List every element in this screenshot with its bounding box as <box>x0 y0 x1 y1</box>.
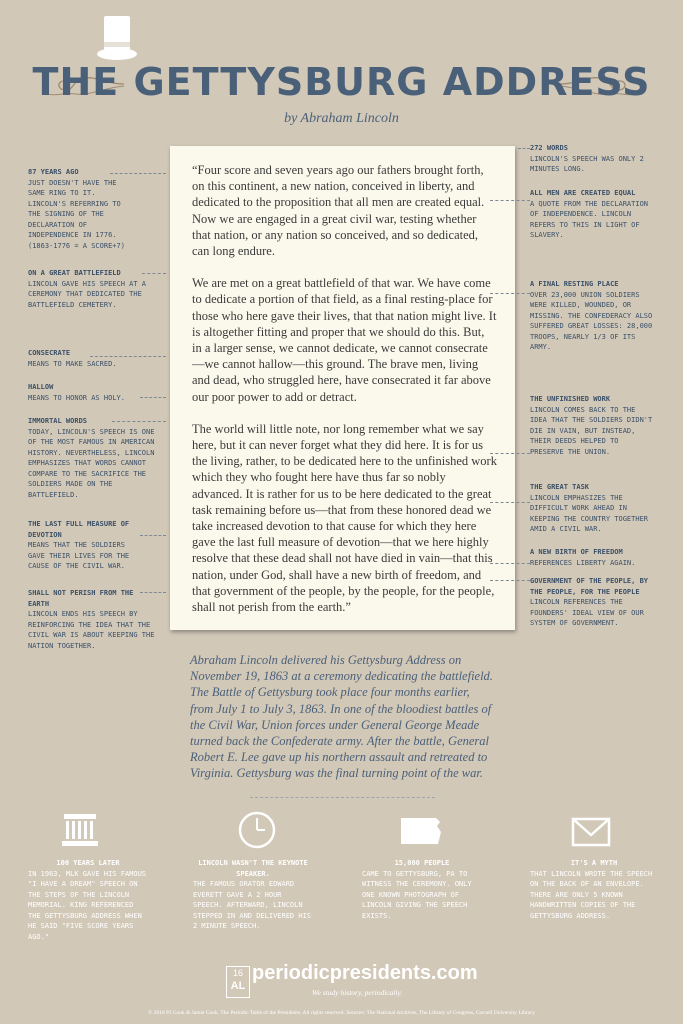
pennsylvania-icon <box>398 812 444 852</box>
right-note <box>530 143 655 175</box>
leader-line <box>112 421 166 422</box>
note-heading: A FINAL RESTING PLACE <box>530 280 619 288</box>
byline: by Abraham Lincoln <box>284 111 399 126</box>
note-text: JUST DOESN'T HAVE THE SAME RING TO IT. LINCOLN'S REFERRING TO THE SIGNING OF THE DECLARATION OF INDEPENDENCE IN 1776. (1863-1776 = A SCORE+7) <box>28 178 125 250</box>
note-text: MEANS TO HONOR AS HOLY. <box>28 393 125 402</box>
right-note <box>530 547 660 568</box>
note-heading: ALL MEN ARE CREATED EQUAL <box>530 189 636 197</box>
note-heading: IMMORTAL WORDS <box>28 417 88 425</box>
speech-paragraph: We are met on a great battlefield of that war. We have come to dedicate a portion of that field, as a final resting-place for those who here gave their lives, that that nation might live. It is altogether fitting and proper that we should do this. But, in a larger sense, we cannot dedicate, we cannot consecrate—we cannot hallow—this ground. The brave men, living and dead, who struggled here, have consecrated it far above our poor power to add or detract. <box>192 276 497 404</box>
left-note <box>28 588 158 651</box>
leader-line <box>490 580 530 581</box>
right-note <box>530 482 655 535</box>
clock-icon <box>237 810 277 850</box>
fact-card <box>530 858 658 921</box>
fact-card <box>193 858 313 932</box>
element-number: 16 <box>232 968 243 978</box>
right-note <box>530 394 655 457</box>
leader-line <box>140 397 166 398</box>
leader-line <box>140 592 166 593</box>
note-text: LINCOLN GAVE HIS SPEECH AT A CEREMONY THAT DEDICATED THE BATTLEFIELD CEMETERY. <box>28 279 147 309</box>
left-note <box>28 268 153 310</box>
left-note <box>28 382 153 403</box>
fact-heading: LINCOLN WASN'T THE KEYNOTE SPEAKER. <box>198 859 308 878</box>
note-text: TODAY, LINCOLN'S SPEECH IS ONE OF THE MOST FAMOUS IN AMERICAN HISTORY. NEVERTHELESS, LINCOLN EMPHASIZES THAT WORDS CANNOT COMPARE TO THE SACRIFICE THE SOLDIERS MADE ON THE BATTLEFIELD. <box>28 427 155 499</box>
leader-line <box>490 502 530 503</box>
note-heading: 272 WORDS <box>530 144 568 152</box>
fact-text: THAT LINCOLN WROTE THE SPEECH ON THE BACK OF AN ENVELOPE. THERE ARE ONLY 5 KNOWN HANDWRITTEN COPIES OF THE GETTYSBURG ADDRESS. <box>530 869 653 920</box>
right-note <box>530 576 655 629</box>
left-note <box>28 416 156 500</box>
summary-paragraph: Abraham Lincoln delivered his Gettysburg Address on November 19, 1863 at a ceremony dedicating the battlefield. The Battle of Gettysburg took place four months earlier, from July 1 to July 3, 1863. In one of the bloodiest battles of the Civil War, Union forces under General George Meade turned back the Confederate army. After the battle, General Robert E. Lee gave up his northern assault and retreated to Virginia. Gettysburg was the final turning point of the war. <box>190 653 493 781</box>
divider <box>250 797 435 798</box>
note-text: REFERENCES LIBERTY AGAIN. <box>530 558 636 567</box>
fact-card <box>362 858 482 921</box>
fact-heading: IT'S A MYTH <box>570 859 618 867</box>
note-text: MEANS TO MAKE SACRED. <box>28 359 117 368</box>
note-heading: THE LAST FULL MEASURE OF DEVOTION <box>28 520 130 539</box>
note-text: LINCOLN'S SPEECH WAS ONLY 2 MINUTES LONG. <box>530 154 644 173</box>
fact-heading: 15,000 PEOPLE <box>394 859 450 867</box>
tagline: We study history, periodically. <box>312 988 403 997</box>
note-heading: THE UNFINISHED WORK <box>530 395 611 403</box>
envelope-icon <box>571 812 611 852</box>
note-heading: SHALL NOT PERISH FROM THE EARTH <box>28 589 134 608</box>
note-text: LINCOLN EMPHASIZES THE DIFFICULT WORK AHEAD IN KEEPING THE COUNTRY TOGETHER AMID A CIVIL WAR. <box>530 493 649 533</box>
left-note <box>28 167 128 251</box>
note-text: LINCOLN COMES BACK TO THE IDEA THAT THE SOLDIERS DIDN'T DIE IN VAIN, BUT INSTEAD, THEIR DEEDS HELPED TO PRESERVE THE UNION. <box>530 405 653 456</box>
fact-heading: 100 YEARS LATER <box>56 859 120 867</box>
note-text: LINCOLN REFERENCES THE FOUNDERS' IDEAL VIEW OF OUR SYSTEM OF GOVERNMENT. <box>530 598 644 627</box>
fact-text: IN 1963, MLK GAVE HIS FAMOUS "I HAVE A DREAM" SPEECH ON THE STEPS OF THE LINCOLN MEMORIAL. KING REFERENCED THE GETTYSBURG ADDRESS WHEN HE SAID "FIVE SCORE YEARS AGO." <box>28 869 147 941</box>
note-heading: CONSECRATE <box>28 349 71 357</box>
speech-paragraph: The world will little note, nor long remember what we say here, but it can never forget what they did here. It is for us the living, rather, to be dedicated here to the unfinished work which they who fought here have thus far so nobly advanced. It is rather for us to be here dedicated to the great task remaining before us—that from these honored dead we take increased devotion to that cause for which they here gave the last full measure of devotion—that we here highly resolve that these dead shall not have died in vain—that this nation, under God, shall have a new birth of freedom, and that government of the people, by the people, for the people, shall not perish from the earth.” <box>192 421 497 615</box>
leader-line <box>490 563 530 564</box>
speech-paragraph: “Four score and seven years ago our fathers brought forth, on this continent, a new nation, conceived in liberty, and dedicated to the proposition that all men are created equal. Now we are engaged in a great civil war, testing whether that nation, or any nation so conceived, and so dedicated, can long endure. <box>192 163 485 259</box>
site-name: periodicpresidents.com <box>252 962 478 984</box>
fact-text: CAME TO GETTYSBURG, PA TO WITNESS THE CEREMONY. ONLY ONE KNOWN PHOTOGRAPH OF LINCOLN GIVING THE SPEECH EXISTS. <box>362 869 472 920</box>
note-heading: ON A GREAT BATTLEFIELD <box>28 269 121 277</box>
fact-card <box>28 858 148 942</box>
note-text: OVER 23,000 UNION SOLDIERS WERE KILLED, WOUNDED, OR MISSING. THE CONFEDERACY ALSO SUFFERED GREAT LOSSES: 28,000 TROOPS, NEARLY 1/3 OF ITS ARMY. <box>530 290 653 351</box>
leader-line <box>140 535 166 536</box>
left-note <box>28 519 143 572</box>
note-text: LINCOLN ENDS HIS SPEECH BY REINFORCING THE IDEA THAT THE CIVIL WAR IS ABOUT KEEPING THE NATION TOGETHER. <box>28 610 155 650</box>
note-heading: A NEW BIRTH OF FREEDOM <box>530 548 623 556</box>
memorial-icon <box>60 810 100 850</box>
fact-text: THE FAMOUS ORATOR EDWARD EVERETT GAVE A 2 HOUR SPEECH. AFTERWARD, LINCOLN STEPPED IN AND DELIVERED HIS 2 MINUTE SPEECH. <box>193 880 312 930</box>
leader-line <box>90 356 166 357</box>
note-heading: GOVERNMENT OF THE PEOPLE, BY THE PEOPLE, FOR THE PEOPLE <box>530 577 649 596</box>
element-symbol: AL <box>230 980 246 992</box>
leader-line <box>490 200 530 201</box>
note-heading: 87 YEARS AGO <box>28 168 79 176</box>
speech-text <box>192 162 497 631</box>
leader-line <box>110 173 166 174</box>
note-text: MEANS THAT THE SOLDIERS GAVE THEIR LIVES FOR THE CAUSE OF THE CIVIL WAR. <box>28 541 130 570</box>
note-text: A QUOTE FROM THE DECLARATION OF INDEPENDENCE. LINCOLN REFERS TO THIS IN LIGHT OF SLAVERY. <box>530 199 649 239</box>
page-title: THE GETTYSBURG ADDRESS <box>32 60 651 104</box>
leader-line <box>490 293 530 294</box>
right-note <box>530 279 655 353</box>
right-note <box>530 188 658 241</box>
note-heading: HALLOW <box>28 383 54 391</box>
leader-line <box>518 148 530 149</box>
leader-line <box>142 273 166 274</box>
leader-line <box>490 453 530 454</box>
footer-credits: © 2018 PJ Cook & Jamie Cook. The Periodic Table of the Presidents. All rights reserved. Sources: The National Archives, The Library of Congress, Cornell University Library <box>148 1010 535 1016</box>
top-hat-icon <box>96 14 138 64</box>
note-heading: THE GREAT TASK <box>530 483 590 491</box>
element-tile-logo <box>226 966 250 998</box>
left-note <box>28 348 153 369</box>
